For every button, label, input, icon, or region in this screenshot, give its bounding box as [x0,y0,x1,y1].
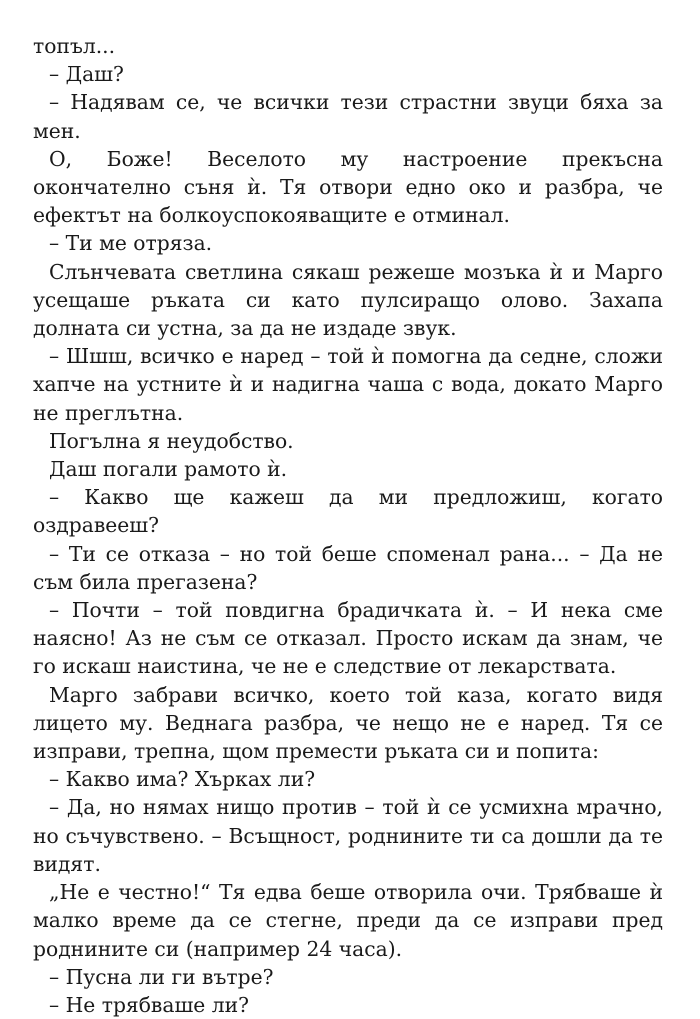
book-page [33,32,663,1019]
paragraph: Даш погали рамото ѝ. [49,457,288,482]
paragraph: – Шшш, всичко е наред – той ѝ помогна да седне, сложи хапче на устните ѝ и надигна чаша с вода, докато Марго не преглътна. [33,344,663,425]
paragraph: – Ти се отказа – но той беше споменал рана... – Да не съм била прегазена? [33,541,663,594]
paragraph: – Пусна ли ги вътре? [49,964,274,989]
paragraph: О, Боже! Веселото му настроение прекъсна окончателно съня ѝ. Тя отвори едно око и разбра, че ефектът на болкоуспокояващите е отминал. [33,146,663,228]
paragraph: Марго забрави всичко, което той каза, когато видя лицето му. Веднага разбра, че нещо не е наред. Тя се изправи, трепна, щом премести ръката си и попита: [33,682,663,764]
paragraph: – Какво има? Хърках ли? [49,767,316,792]
paragraph: – Почти – той повдигна брадичката ѝ. – И нека сме наясно! Аз не съм се отказал. Просто искам да знам, че го искаш наистина, че не е следствие от лекарствата. [33,598,663,679]
paragraph: – Даш? [49,62,124,87]
paragraph: Слънчевата светлина сякаш режеше мозъка ѝ и Марго усещаше ръката си като пулсиращо олово. Захапа долната си устна, за да не издаде звук. [33,259,663,341]
paragraph: – Надявам се, че всички тези страстни звуци бяха за мен. [33,90,663,143]
paragraph: – Не трябваше ли? [49,992,250,1017]
paragraph: „Не е честно!“ Тя едва беше отворила очи. Трябваше ѝ малко време да се стегне, преди да се изправи пред роднините си (например 24 часа). [33,880,663,961]
paragraph: – Да, но нямах нищо против – той ѝ се усмихна мрачно, но съчувствено. – Всъщност, роднините ти са дошли да те видят. [33,795,663,876]
paragraph: – Ти ме отряза. [49,231,213,256]
paragraph: Погълна я неудобство. [49,428,294,453]
paragraph: топъл... [33,34,116,58]
paragraph: – Какво ще кажеш да ми предложиш, когато оздравееш? [33,485,663,538]
